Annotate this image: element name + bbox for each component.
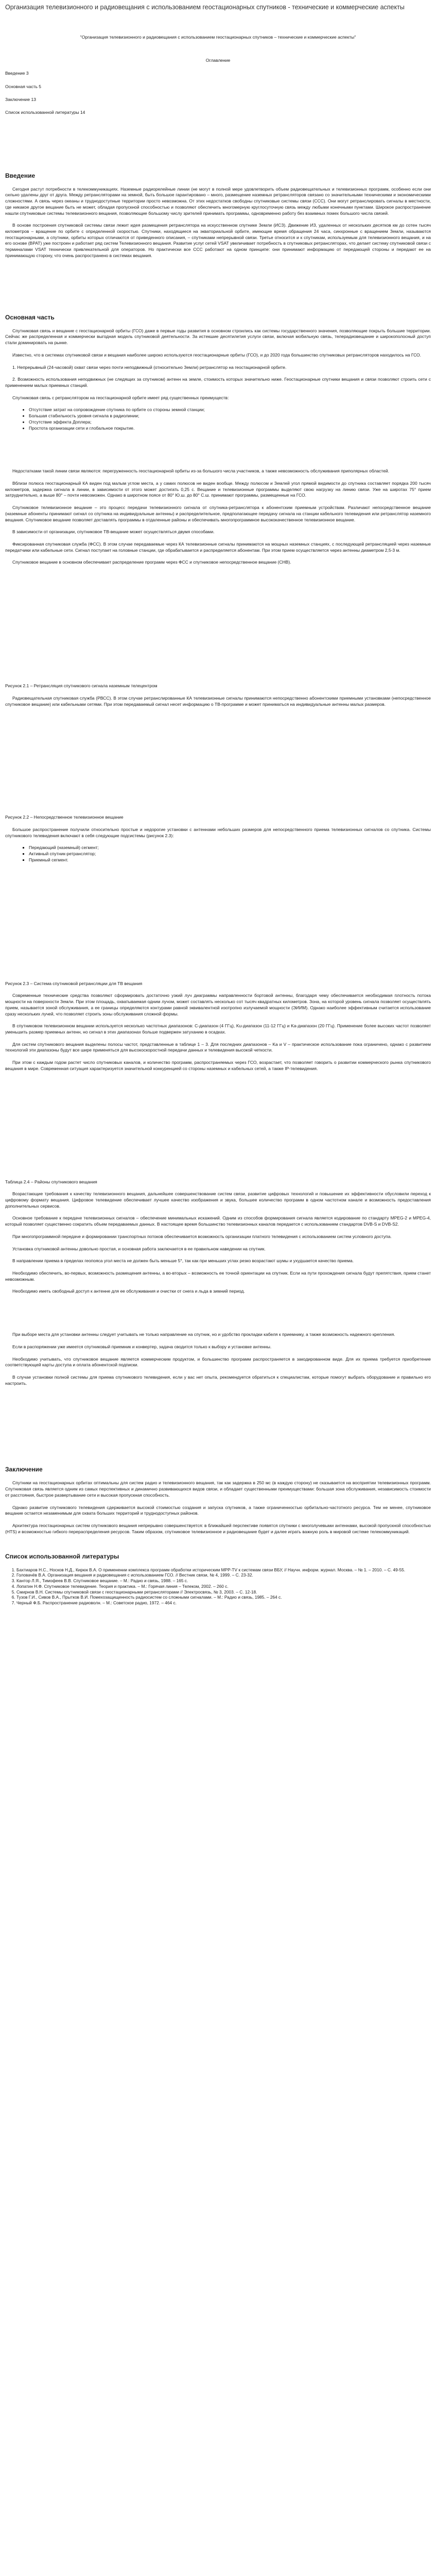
main-paragraph: При этом с каждым годом растет число спутниковых каналов, и количество программ, распространяемых через ГСО, возрастает, что позволяет говорить о развитии коммерческого рынка спутникового вещания в мире. Современная ситуация характеризуется значительной конкуренцией со стороны наземных и кабельных сетей, а также IP-телевидения. <box>5 1060 431 1071</box>
main-paragraph: Спутниковая связь с ретранслятором на геостационарной орбите имеет ряд существенных преимуществ: <box>12 395 229 400</box>
main-paragraph: При выборе места для установки антенны следует учитывать не только направление на спутник, но и удобство прокладки кабеля к приемнику, а также возможность надежного крепления. <box>12 1332 395 1337</box>
conclusion-paragraph: Архитектура геостационарных систем спутникового вещания непрерывно совершенствуется: в ближайшей перспективе появятся спутники с многолучевыми антеннами, высокой пропускной способностью (HTS) и возможностью гибкого перераспределения ресурсов. Таким образом, спутниковое телевизионное и радиовещание будет и далее играть важную роль в мировой системе телекоммуникаций. <box>5 1523 431 1534</box>
source-item: 7. Черный Ф.Б. Распространение радиоволн. – М.: Советское радио, 1972. – 464 с. <box>16 1600 431 1606</box>
main-paragraph: Необходимо иметь свободный доступ к антенне для ее обслуживания и очистки от снега и льда в зимний период. <box>12 1289 245 1294</box>
conclusion-title: Заключение <box>5 1466 43 1473</box>
sources-title: Список использованной литературы <box>5 1552 119 1560</box>
toc-heading: Оглавление <box>205 58 231 63</box>
intro-paragraph: В основе построения спутниковой системы связи лежит идея размещения ретранслятора на искусственном спутнике Земли (ИСЗ). Движение ИЗ, удаленных от нескольких десятков км до сотен тысяч километров – вращение по орбите с определенной скоростью. Спутники, находящиеся на экваториальной орбите, имеющие время обращения 24 часа, синхронные с вращением Земли, называются геостационарными, а спутники, орбиты которых отличаются от приведенного описания, – спутниками непрерывной связи. Третье относится и к спутникам, используемым для телевизионного вещания, и на его основе (ВРАТ) уже построен и работает ряд систем Телевизионного вещания. Развитие услуг сетей VSAT увеличивает потребность в спутниковых ретрансляторах, что делает систему спутниковой связи с терминалами VSAT технически привлекательной для операторов. Но практически все ССС работают на одном принципе: они принимают информацию от передающей стороны и передают ее на принимающую сторону, что очень распространено в системах вещания. <box>5 223 431 258</box>
list-item: ▪ Активный спутник-ретранслятор; <box>29 851 431 857</box>
source-item: 6. Тузов Г.И., Сивов В.А., Прытков В.И. Помехозащищенность радиосистем со сложными сигналами. – М.: Радио и связь, 1985. – 264 с. <box>16 1595 431 1600</box>
main-paragraph: Недостатками такой линии связи являются: перегруженность геостационарной орбиты из-за большого числа участников, а также невозможность обслуживания приполярных областей. <box>12 468 389 474</box>
list-item: ▪ Приемный сегмент. <box>29 857 431 863</box>
toc-item[interactable]: Заключение 13 <box>5 97 36 103</box>
advantages-list <box>5 407 431 431</box>
main-paragraph: Вблизи полюса геостационарный КА виден под малым углом места, а у самих полюсов не виден вообще. Между полюсом и Землей угол прямой видимости до спутника составляет порядка 200 тысяч километров, задержка сигнала в линии, в зависимости от этого может достигать 0,25 с. Вещание и телевизионные программы выделяют свою нагрузку на линию связи. Уже на широтах 75° прием затруднительно, а выше 80° – почти невозможен. Однако в широтном поясе от 80° Ю.ш. до 80° С.ш. принимают программы, размещенные на ГСО. <box>5 480 431 498</box>
toc-item[interactable]: Основная часть 5 <box>5 83 42 89</box>
intro-title: Введение <box>5 172 36 179</box>
figure-placeholder <box>5 1078 431 1176</box>
main-paragraph: 1. Непрерывный (24-часовой) охват связи через почти неподвижный (относительно Земли) ретранслятор на геостационарной орбите. <box>12 364 287 370</box>
table-caption: Таблица 2.4 – Районы спутникового вещания <box>5 1179 97 1184</box>
main-paragraph: Большое распространение получили относительно простые и недорогие установки с антеннами небольших размеров для непосредственного приема телевизионных сигналов со спутника. Системы спутникового телевидения включают в себя следующие подсистемы (рисунок 2.3): <box>5 827 431 838</box>
main-paragraph: Известно, что в системах спутниковой связи и вещания наиболее широко используются геостационарные орбиты (ГСО), и до 2020 года большинство спутниковых ретрансляторов находилось на ГСО. <box>12 352 421 358</box>
source-item: 1. Бахтиаров Н.С., Носков Н.Д., Кирюк В.А. О применении комплекса программ обработки историческим МРР-ТV к системам связи ВБУ, // Научн. информ. журнал. Москва. – № 1. – 2010. – С. 49-55. <box>16 1567 431 1573</box>
figure-placeholder <box>5 714 431 811</box>
source-item: 5. Смирнов В.Н. Системы спутниковой связи с геостационарными ретрансляторами // Электросвязь, № 3, 2003. – С. 12-18. <box>16 1589 431 1595</box>
list-item: • Отсутствие затрат на сопровождение спутника по орбите со стороны земной станции; <box>29 407 431 413</box>
source-item: 3. Кантор Л.Я., Тимофеев В.В. Спутниковое вещание. – М.: Радио и связь, 1988. – 165 с. <box>16 1578 431 1584</box>
main-paragraph: Установка спутниковой антенны довольно простая, и основная работа заключается в ее правильном наведении на спутник. <box>12 1246 266 1251</box>
main-paragraph: Спутниковая связь и вещание с геостационарной орбиты (ГСО) даже в первые годы развития в основном строились как системы государственного значения, позволяющие покрыть большие территории. Сейчас же распределенная и коммерчески выгодная модель спутниковой деятельности. За истекшие десятилетия услуги связи, включая мобильную связь, телерадиовещание и широкополосный доступ стали доминировать на рынке. <box>5 328 431 346</box>
main-paragraph: В спутниковом телевизионном вещании используется несколько частотных диапазонов: C-диапазон (4 ГГц), Ku-диапазон (11-12 ГГц) и Ka-диапазон (20 ГГц). Применение более высоких частот позволяет уменьшить размер приемных антенн, но сигнал в этих диапазонах больше подвержен затуханию в осадках. <box>5 1023 431 1035</box>
subsystems-list <box>5 845 431 863</box>
list-item: • Отсутствие эффекта Доплера; <box>29 419 431 426</box>
conclusion-paragraph: Спутники на геостационарных орбитах оптимальны для систем радио и телевизионного вещания, так как задержка в 250 мс (в каждую сторону) не сказывается на восприятии телевизионных программ. Спутниковая связь является одним из самых перспективных и динамично развивающихся видов связи, и обладает существенными преимуществами: большая зона обслуживания, независимость стоимости от расстояния, быстрое развертывание сети и высокая пропускная способность. <box>5 1480 431 1498</box>
main-paragraph: Фиксированная спутниковая служба (ФСС). В этом случае передаваемые через КА телевизионные сигналы принимаются на мощных наземных станциях, с последующей ретрансляцией через наземные передатчики или кабельные сети. Сигнал поступает на головные станции, где обрабатывается и распределяется абонентам. При этом прием осуществляется через антенны диаметром 2,5-3 м. <box>5 541 431 553</box>
main-paragraph: Основное требование к передаче телевизионных сигналов – обеспечение минимальных искажений. Одним из способов формирования сигнала является кодирование по стандарту MPEG-2 и MPEG-4, который позволяет существенно сократить объем передаваемых данных. В настоящее время большинство телевизионных каналов передается с использованием стандартов DVB-S и DVB-S2. <box>5 1215 431 1227</box>
source-item: 4. Лопатин Н.Ф. Спутниковое телевидение. Теория и практика. – М.: Горячая линия – Телеком, 2002. – 260 с. <box>16 1584 431 1589</box>
document-subtitle: "Организация телевизионного и радиовещания с использованием геостационарных спутников – технические и коммерческие аспекты" <box>80 34 356 40</box>
main-paragraph: Возрастающие требования к качеству телевизионного вещания, дальнейшее совершенствование систем связи, развитие цифровых технологий и повышение их эффективности обусловили переход к цифровому формату вещания. Цифровое телевидение обеспечивает лучшее качество изображения и звука, большее количество программ в одном частотном канале и возможность предоставления дополнительных сервисов. <box>5 1191 431 1209</box>
list-item: • Большая стабильность уровня сигнала в радиолинии; <box>29 413 431 419</box>
list-item: • Простота организации сети и глобальное покрытие. <box>29 426 431 432</box>
figure-caption: Рисунок 2.3 – Система спутниковой ретрансляции для ТВ вещания <box>5 980 143 986</box>
sources-list <box>5 1567 431 1606</box>
main-paragraph: В случае установки полной системы для приема спутникового телевидения, если у вас нет опыта, рекомендуется обратиться к специалистам, которые помогут выбрать оборудование и правильно его настроить. <box>5 1375 431 1386</box>
main-paragraph: Радиовещательная спутниковая служба (РВСС). В этом случае ретранслированные КА телевизионные сигналы принимаются непосредственно абонентскими приемными установками (непосредственное спутниковое вещание) или кабельными сетями. При этом передаваемый сигнал несет информацию о ТВ-программе и может приниматься на индивидуальные антенны малых размеров. <box>5 695 431 707</box>
main-paragraph: Современные технические средства позволяют сформировать достаточно узкий луч диаграммы направленности бортовой антенны, благодаря чему обеспечивается необходимая плотность потока мощности на поверхности Земли. При этом площадь, охватываемая одним лучом, может составлять несколько сот тысяч квадратных километров. Зона, на которой уровень сигнала позволяет осуществлять прием, называется зоной обслуживания, а ее границы определяются контурами равной эквивалентной изотропно излучаемой мощности (ЭИИМ). Однако наиболее эффективным считается использование сразу нескольких лучей, что позволяет строить зоны обслуживания сложной формы. <box>5 993 431 1016</box>
main-paragraph: В направлении приема в пределах геопояса угол места не должен быть меньше 5°, так как при меньших углах резко возрастают шумы и ухудшается качество приема. <box>12 1258 354 1264</box>
main-paragraph: При многопрограммной передаче и формировании транспортных потоков обеспечивается возможность организации платного телевидения с использованием систем условного доступа. <box>12 1233 392 1239</box>
conclusion-paragraph: Однако развитие спутникового телевидения сдерживается высокой стоимостью создания и запуска спутников, а также ограниченностью орбитально-частотного ресурса. Тем не менее, спутниковое вещание остается незаменимым для охвата больших территорий и труднодоступных районов. <box>5 1504 431 1516</box>
main-paragraph: Спутниковое телевизионное вещание – это процесс передачи телевизионного сигнала от спутника-ретранслятора к абонентским приемным устройствам. Различают непосредственное вещание (наземные абоненты принимают сигнал со спутника на индивидуальные антенны) и распределительное, предполагающее передачу сигнала на станции кабельного телевидения или ретранслятор наземного вещания. Спутниковое вещание позволяет доставлять программы в отдаленные районы и обеспечивать многопрограммное высококачественное телевизионное вещание. <box>5 505 431 522</box>
main-paragraph: 2. Возможность использования неподвижных (не следящих за спутником) антенн на земле, стоимость которых значительно ниже. Геостационарные спутники вещания и связи позволяют строить сети с применением малых приемных станций. <box>5 377 431 388</box>
main-paragraph: Для систем спутникового вещания выделены полосы частот, представленные в таблице 1 – 3. Для последних диапазонов – Ka и V – практическое использование пока ограничено, однако с развитием технологий эти диапазоны будут все шире применяться для высокоскоростной передачи данных и телевидения высокой четкости. <box>5 1041 431 1053</box>
main-paragraph: Спутниковое вещание в основном обеспечивает распределение программ через ФСС и спутниковое непосредственное вещание (СНВ). <box>12 560 291 565</box>
main-paragraph: В зависимости от организации, спутниковое ТВ-вещание может осуществляться двумя способами. <box>12 529 215 535</box>
main-paragraph: Необходимо обеспечить, во-первых, возможность размещения антенны, а во-вторых – возможность ее точной ориентации на спутник. Если на пути прохождения сигнала будут препятствия, прием станет невозможным. <box>5 1270 431 1282</box>
figure-caption: Рисунок 2.2 – Непосредственное телевизионное вещание <box>5 815 124 820</box>
toc-item[interactable]: Введение 3 <box>5 71 29 76</box>
figure-caption: Рисунок 2.1 – Ретрансляция спутникового сигнала наземным телецентром <box>5 683 158 689</box>
main-paragraph: Если в распоряжении уже имеется спутниковый приемник и конвертер, задача сводится только к выбору и установке антенны. <box>12 1344 272 1349</box>
table-of-contents <box>5 71 431 115</box>
toc-item[interactable]: Список использованной литературы 14 <box>5 110 85 115</box>
main-title: Основная часть <box>5 313 55 321</box>
source-item: 2. Головачёв В.А. Организация вещания и радиовещания с использованием ГСО. // Вестник связи, № 4, 1999. – С. 23-32. <box>16 1572 431 1578</box>
intro-paragraph: Сегодня растут потребности в телекоммуникациях. Наземные радиорелейные линии (не могут в полной мере удовлетворить объем радиовещательных и телевизионных программ, особенно если они сильно удалены друг от друга. Между ретрансляторами на земной, быть большое гарантировано – много, размещение наземных ретрансляторов связано со значительными техническими и экономическими сложностями. А связь через океаны и труднодоступные территории просто невозможна. От этих недостатков свободны спутниковые системы связи (ССС). Они могут ретранслировать сигналы в местности, где никакое другое вещание быть не может, обладая пропускной способностью и позволяют обеспечить многомерную круглосуточную связь между любыми конечными пунктами. Широкое распространение нашли спутниковые системы телевизионного вещания, позволяющие большому числу зрителей принимать программы, одновременно работу без взаимных помех большого числа связей. <box>5 186 431 216</box>
figure-placeholder <box>5 870 431 978</box>
main-paragraph: Необходимо учитывать, что спутниковое вещание является коммерческим продуктом, и большинство программ распространяется в закодированном виде. Для их приема требуется приобретение соответствующей карты доступа и оплата абонентской подписки. <box>5 1356 431 1368</box>
list-item: ▪ Передающий (наземный) сегмент; <box>29 845 431 851</box>
document-title: Организация телевизионного и радиовещания с использованием геостационарных спутников - технические и коммерческие аспекты <box>5 4 405 11</box>
figure-placeholder <box>5 572 431 680</box>
